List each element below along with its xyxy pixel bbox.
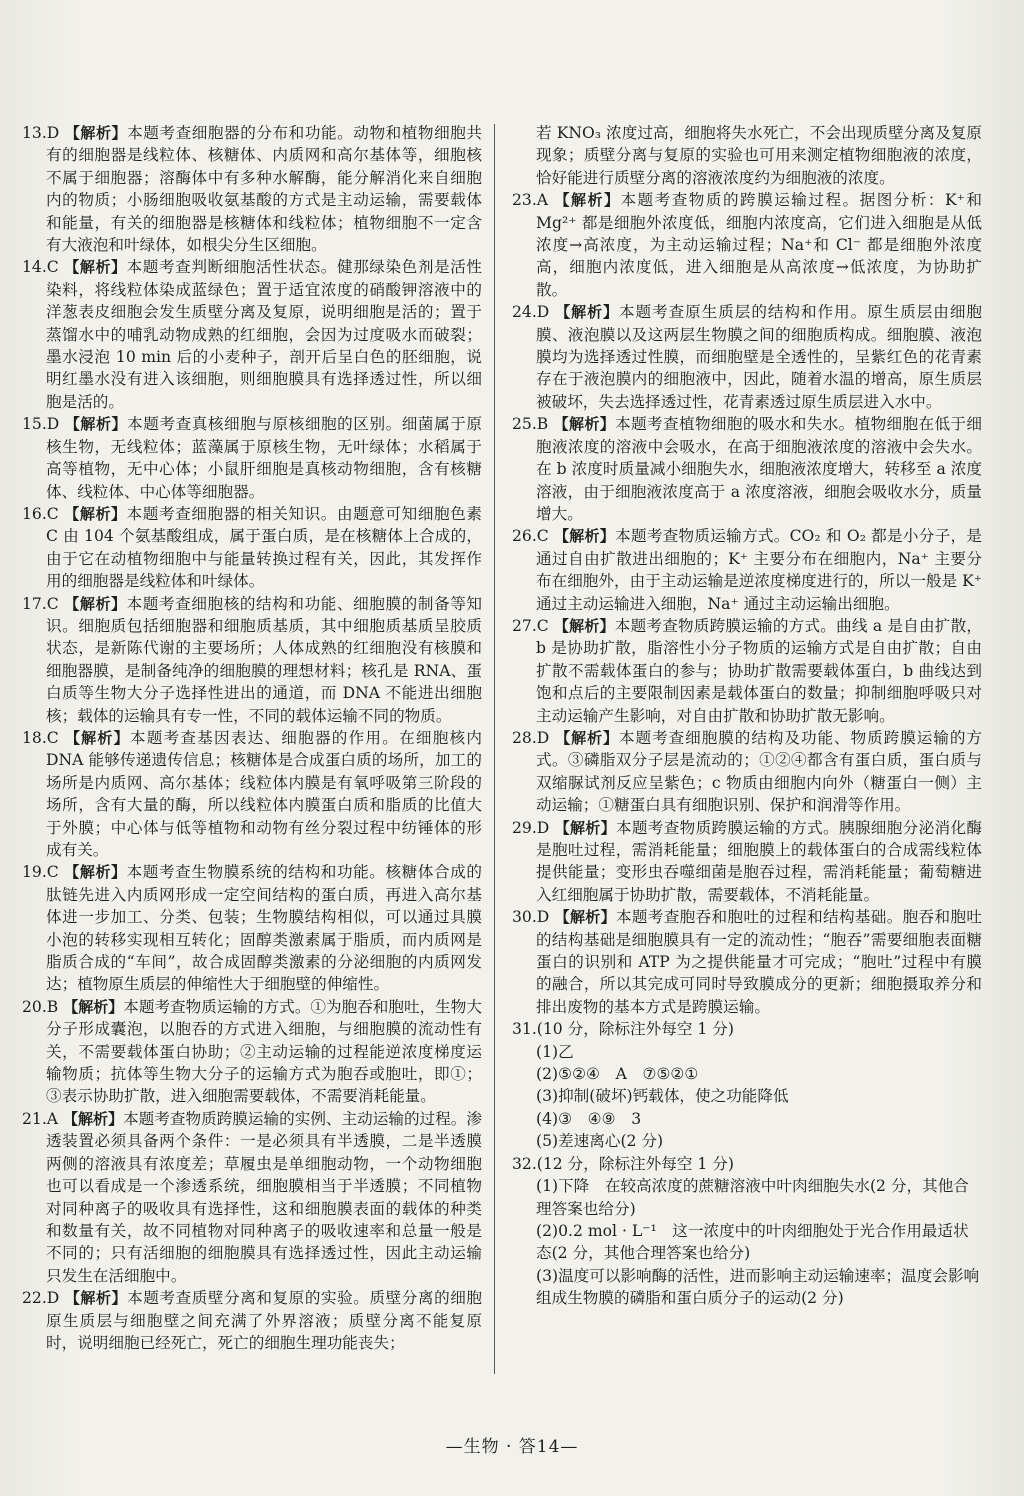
q31-answer-line: (5)差速离心(2 分) [536, 1132, 664, 1151]
q31-answer-line: (1)乙 [536, 1042, 574, 1061]
q32-heading: 32.(12 分，除标注外每空 1 分) [512, 1154, 734, 1173]
answer-item: 30.D 【解析】本题考查胞吞和胞吐的过程和结构基础。胞吞和胞吐的结构基础是细胞膜具有一定的流动性；“胞吞”需要细胞表面糖蛋白的识别和 ATP 为之提供能量才可完成；“胞吐”过程中有膜的融合，所以其完成可同时导致膜成分的更新；细胞摄取养分和排出废物的基本方式是跨膜运输。 [512, 908, 982, 1016]
answer-item: 20.B 【解析】本题考查物质运输的方式。①为胞吞和胞吐，生物大分子形成囊泡，以胞吞的方式进入细胞，与细胞膜的流动性有关，不需要载体蛋白协助；②主动运输的过程能逆浓度梯度运输物质；抗体等生物大分子的运输方式为胞吞或胞吐，即①；③表示协助扩散，进入细胞需要载体，不需要消耗能量。 [22, 997, 482, 1106]
answer-item: 26.C 【解析】本题考查物质运输方式。CO₂ 和 O₂ 都是小分子，是通过自由扩散进出细胞的；K⁺ 主要分布在细胞内，Na⁺ 主要分布在细胞外，由于主动运输是逆浓度梯度进行的，所以一般是 K⁺ 通过主动运输进入细胞，Na⁺ 通过主动运输出细胞。 [512, 527, 982, 613]
page-footer: —生物 · 答14— [445, 1437, 579, 1457]
answer-item: 25.B 【解析】本题考查植物细胞的吸水和失水。植物细胞在低于细胞液浓度的溶液中会吸水，在高于细胞液浓度的溶液中会失水。在 b 浓度时质量减小细胞失水，细胞液浓度增大，转移至 a 浓度溶液，由于细胞液浓度高于 a 浓度溶液，细胞会吸收水分，质量增大。 [512, 415, 982, 523]
answer-item: 16.C 【解析】本题考查细胞器的相关知识。由题意可知细胞色素 C 由 104 个氨基酸组成，属于蛋白质，是在核糖体上合成的，由于它在动植物细胞中与能量转换过程有关，因此，其发挥作用的细胞器是线粒体和叶绿体。 [22, 504, 482, 591]
q32-answer-line: (1)下降 在较高浓度的蔗糖溶液中叶肉细胞失水(2 分，其他合理答案也给分) [536, 1177, 969, 1218]
answer-item: 29.D 【解析】本题考查物质跨膜运输的方式。胰腺细胞分泌消化酶是胞吐过程，需消耗能量；细胞膜上的载体蛋白的合成需线粒体提供能量；变形虫吞噬细菌是胞吞过程，需消耗能量；葡萄糖进入红细胞属于协助扩散，需要载体，不消耗能量。 [512, 818, 982, 904]
q31-heading: 31.(10 分，除标注外每空 1 分) [512, 1020, 734, 1039]
answer-item: 28.D 【解析】本题考查细胞膜的结构及功能、物质跨膜运输的方式。③磷脂双分子层是流动的；①②④都含有蛋白质，蛋白质与双缩脲试剂反应呈紫色；c 物质由细胞内向外（糖蛋白一侧）主动运输；①糖蛋白具有细胞识别、保护和润滑等作用。 [512, 728, 982, 815]
answer-item: 15.D 【解析】本题考查真核细胞与原核细胞的区别。细菌属于原核生物，无线粒体；蓝藻属于原核生物，无叶绿体；水稻属于高等植物，无中心体；小鼠肝细胞是真核动物细胞，含有核糖体、线粒体、中心体等细胞器。 [22, 415, 482, 501]
answer-item: 23.A 【解析】本题考查物质的跨膜运输过程。据图分析：K⁺和 Mg²⁺ 都是细胞外浓度低，细胞内浓度高，它们进入细胞是从低浓度→高浓度，为主动运输过程；Na⁺和 Cl⁻ 都是细胞外浓度高，细胞内浓度低，进入细胞是从高浓度→低浓度，为协助扩散。 [512, 191, 982, 299]
answer-item: 27.C 【解析】本题考查物质跨膜运输的方式。曲线 a 是自由扩散，b 是协助扩散，脂溶性小分子物质的运输方式是自由扩散；自由扩散不需载体蛋白的参与；协助扩散需要载体蛋白，b 曲线达到饱和点后的主要限制因素是载体蛋白的数量；抑制细胞呼吸只对主动运输产生影响，对自由扩散和协助扩散无影响。 [512, 616, 982, 725]
column-divider [494, 124, 495, 1374]
q31-answer-line: (3)抑制(破坏)钙载体，使之功能降低 [536, 1087, 789, 1106]
q32-answer-line: (2)0.2 mol · L⁻¹ 这一浓度中的叶肉细胞处于光合作用最适状态(2 分，其他合理答案也给分) [536, 1221, 969, 1263]
q32-answer-line: (3)温度可以影响酶的活性，进而影响主动运输速率；温度会影响组成生物膜的磷脂和蛋白质分子的运动(2 分) [536, 1266, 980, 1308]
answer-item: 13.D 【解析】本题考查细胞器的分布和功能。动物和植物细胞共有的细胞器是线粒体、核糖体、内质网和高尔基体等，细胞核不属于细胞器；溶酶体中有多种水解酶，能分解消化来自细胞内的物质；小肠细胞吸收氨基酸的方式是主动运输，需要载体和能量，有关的细胞器是核糖体和线粒体；植物细胞不一定含有大液泡和叶绿体，如根尖分生区细胞。 [22, 124, 482, 255]
answer-item-continued: 若 KNO₃ 浓度过高，细胞将失水死亡，不会出现质壁分离及复原现象；质壁分离与复原的实验也可用来测定植物细胞液的浓度，恰好能进行质壁分离的溶液浓度约为细胞液的浓度。 [536, 124, 982, 187]
q31-answer-line: (2)⑤②④ A ⑦⑤②① [536, 1065, 699, 1084]
left-column [22, 122, 482, 1354]
answer-item: 14.C 【解析】本题考查判断细胞活性状态。健那绿染色剂是活性染料，将线粒体染成蓝绿色；置于适宜浓度的硝酸钾溶液中的洋葱表皮细胞会发生质壁分离及复原，说明细胞是活的；置于蒸馏水中的哺乳动物成熟的红细胞，会因为过度吸水而破裂；墨水浸泡 10 min 后的小麦种子，剖开后呈白色的胚细胞，说明红墨水没有进入该细胞，则细胞膜具有选择透过性，所以细胞是活的。 [22, 258, 482, 411]
right-column [512, 122, 982, 1310]
answer-item: 24.D 【解析】本题考查原生质层的结构和作用。原生质层由细胞膜、液泡膜以及这两层生物膜之间的细胞质构成。细胞膜、液泡膜均为选择透过性膜，而细胞壁是全透性的，呈紫红色的花青素存在于液泡膜内的细胞液中，因此，随着水温的增高，原生质层被破坏，失去选择透过性，花青素透过原生质层进入水中。 [512, 303, 982, 411]
answer-item: 18.C 【解析】本题考查基因表达、细胞器的作用。在细胞核内DNA 能够传递遗传信息；核糖体是合成蛋白质的场所，加工的场所是内质网、高尔基体；线粒体内膜是有氧呼吸第三阶段的场所，含有大量的酶，所以线粒体内膜蛋白质和脂质的比值大于外膜；中心体与低等植物和动物有丝分裂过程中纺锤体的形成有关。 [22, 728, 482, 859]
q31-answer-line: (4)③ ④⑨ 3 [536, 1109, 642, 1128]
answer-item: 22.D 【解析】本题考查质壁分离和复原的实验。质壁分离的细胞原生质层与细胞壁之间充满了外界溶液；质壁分离不能复原时，说明细胞已经死亡，死亡的细胞生理功能丧失； [22, 1289, 482, 1352]
answer-item: 19.C 【解析】本题考查生物膜系统的结构和功能。核糖体合成的肽链先进入内质网形成一定空间结构的蛋白质，再进入高尔基体进一步加工、分类、包装；生物膜结构相似，可以通过具膜小泡的转移实现相互转化；固醇类激素属于脂质，而内质网是脂质合成的“车间”，故合成固醇类激素的分泌细胞的内质网发达；植物原生质层的伸缩性大于细胞壁的伸缩性。 [22, 863, 482, 994]
answer-item: 21.A 【解析】本题考查物质跨膜运输的实例、主动运输的过程。渗透装置必须具备两个条件：一是必须具有半透膜，二是半透膜两侧的溶液具有浓度差；草履虫是单细胞动物，一个动物细胞也可以看成是一个渗透系统，细胞膜相当于半透膜；不同植物对同种离子的吸收具有选择性，这和细胞膜表面的载体的种类和数量有关，故不同植物对同种离子的吸收速率和总量一般是不同的；只有活细胞的细胞膜具有选择透过性，因此主动运输只发生在活细胞中。 [22, 1109, 482, 1285]
answer-item: 17.C 【解析】本题考查细胞核的结构和功能、细胞膜的制备等知识。细胞质包括细胞器和细胞质基质，其中细胞质基质呈胶质状态，是新陈代谢的主要场所；人体成熟的红细胞没有核膜和细胞器膜，是制备纯净的细胞膜的理想材料；核孔是 RNA、蛋白质等生物大分子选择性进出的通道，而 DNA 不能进出细胞核；载体的运输具有专一性，不同的载体运输不同的物质。 [22, 594, 482, 725]
